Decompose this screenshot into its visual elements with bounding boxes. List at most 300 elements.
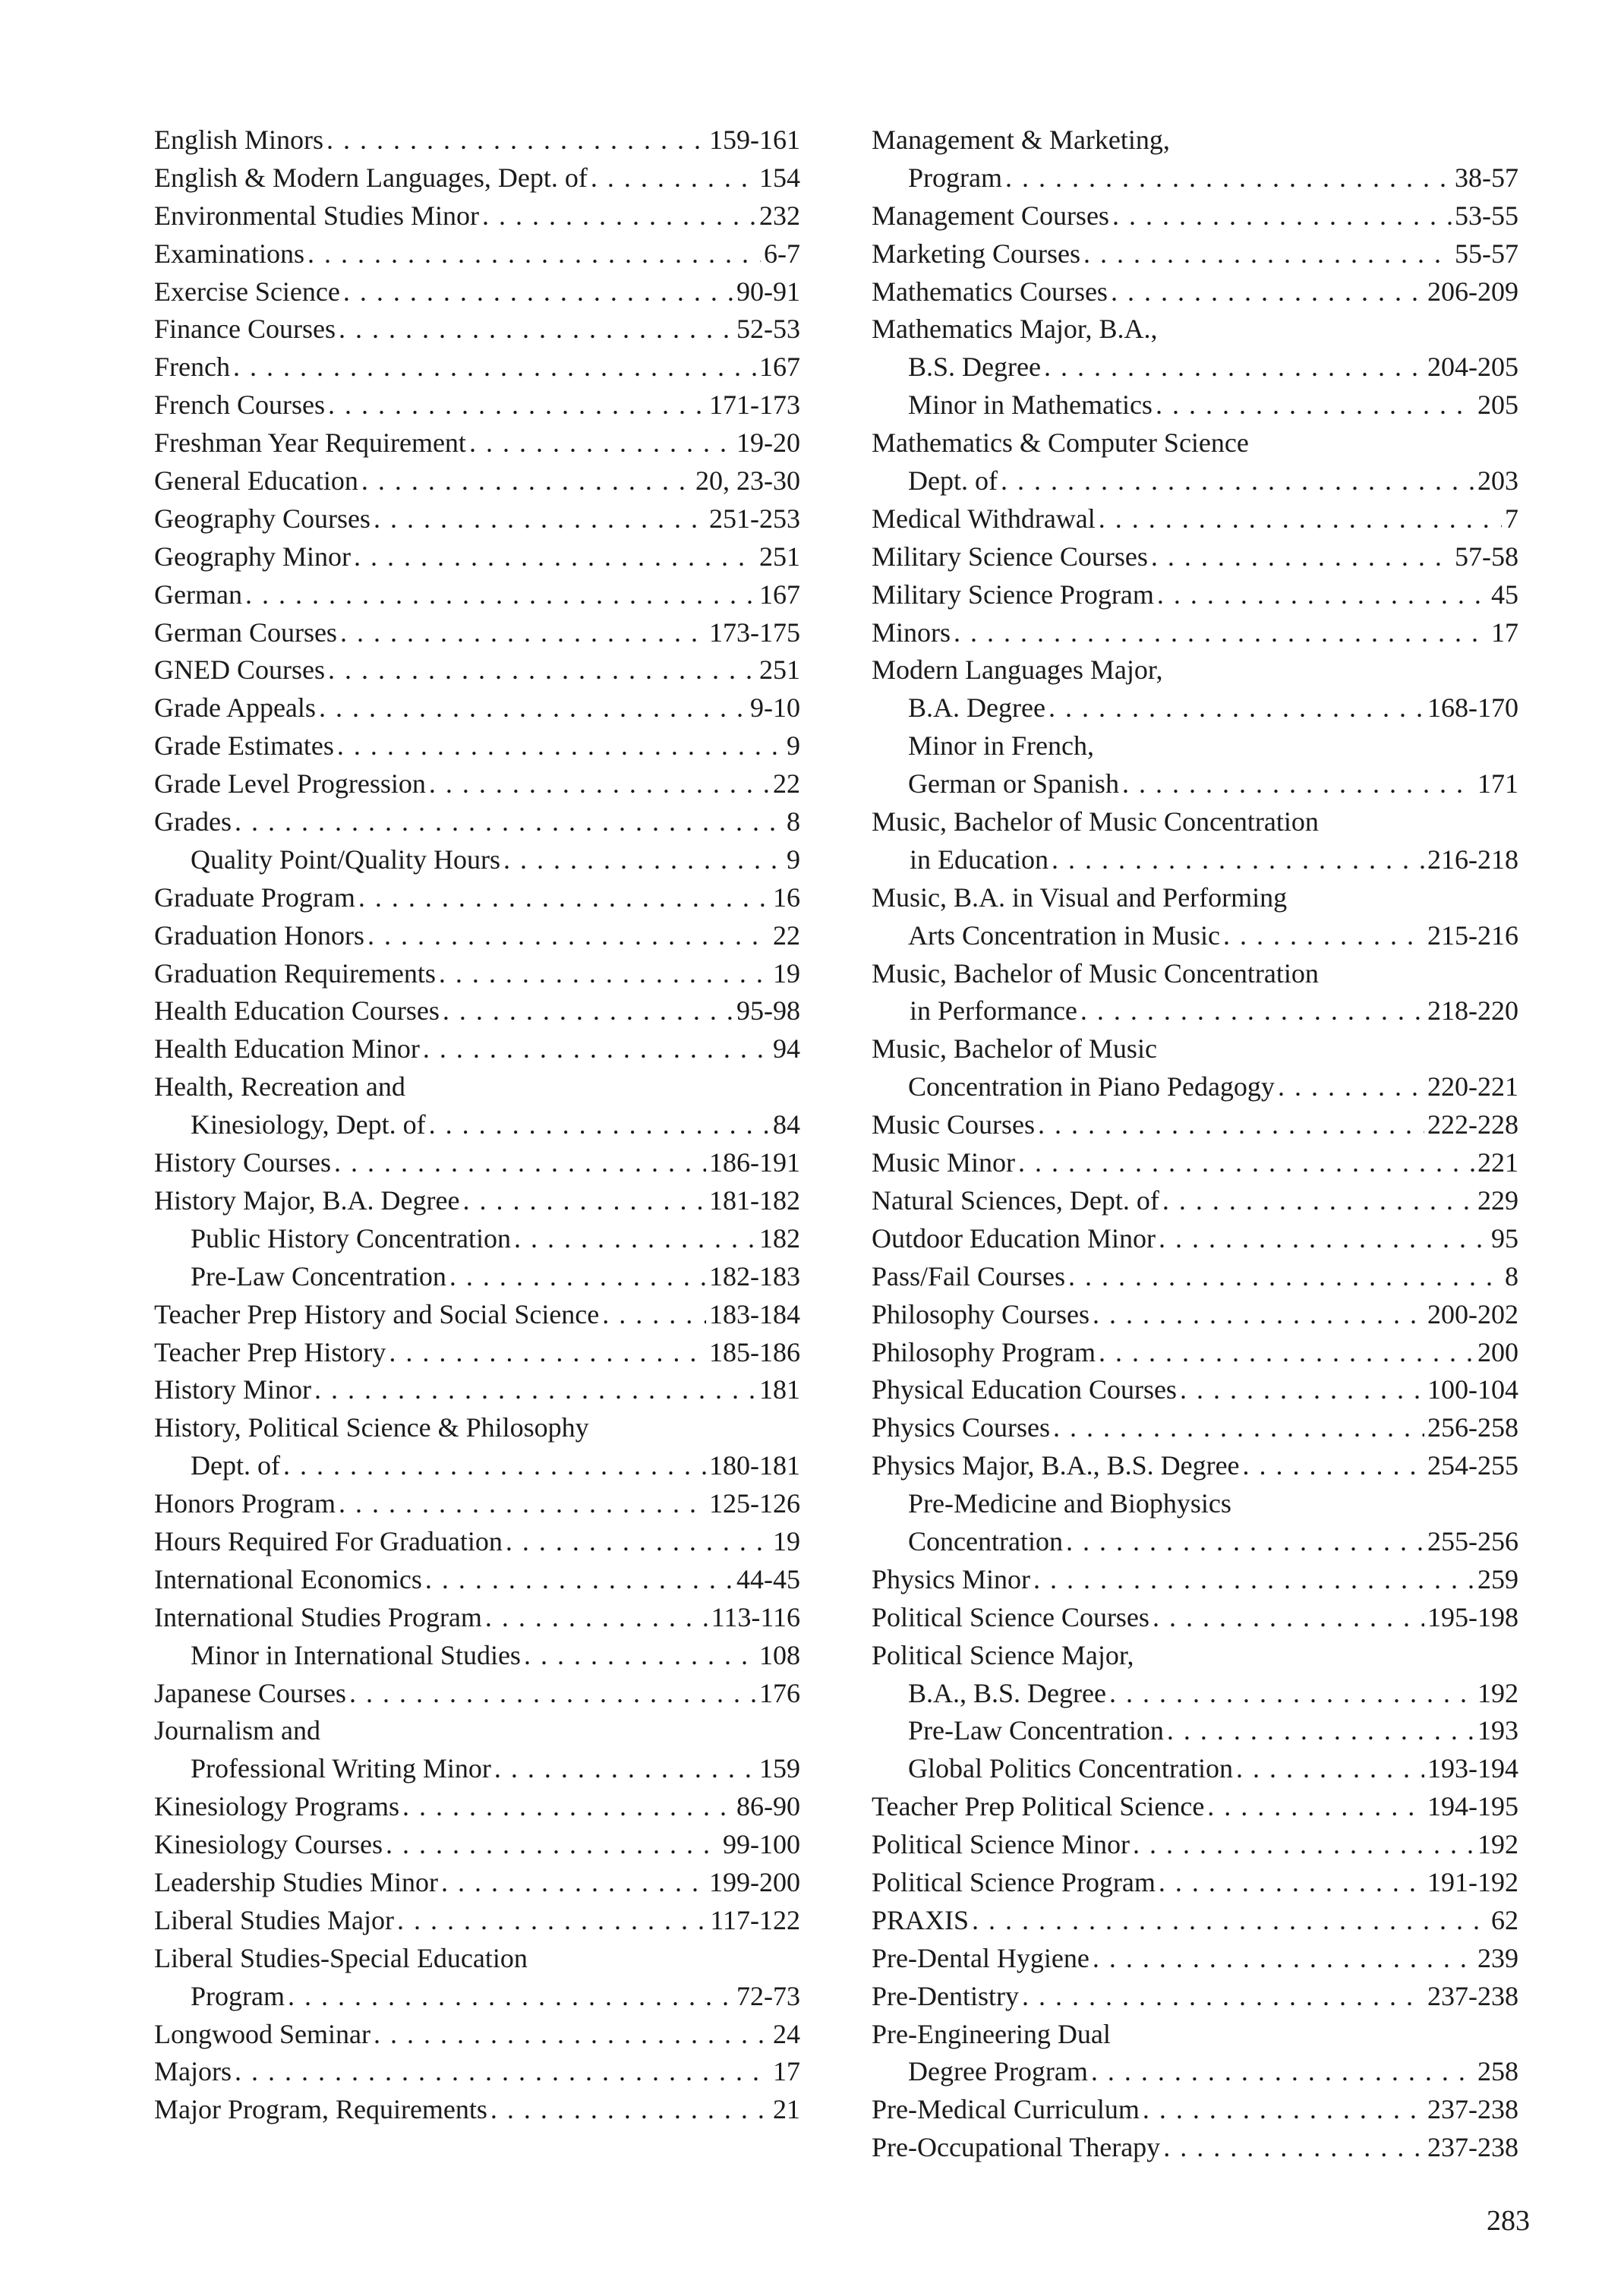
index-entry [872, 1940, 1518, 1978]
index-entry-page-ref: 45 [1491, 579, 1518, 610]
index-entry [872, 689, 1518, 727]
index-entry [872, 955, 1518, 993]
index-entry-label: Physics Major, B.A., B.S. Degree [872, 1450, 1240, 1481]
index-entry-label: Arts Concentration in Music [908, 919, 1220, 951]
dot-leader [319, 689, 747, 727]
index-entry-label: Philosophy Program [872, 1336, 1096, 1367]
dot-leader [1111, 273, 1424, 311]
index-entry-page-ref: 258 [1477, 2056, 1518, 2087]
index-entry-label: Concentration in Piano Pedagogy [908, 1071, 1275, 1102]
index-entry-page-ref: 19-20 [736, 427, 800, 459]
index-entry-page-ref: 17 [1491, 617, 1518, 648]
index-entry-page-ref: 168-170 [1427, 692, 1518, 724]
index-entry-page-ref: 17 [773, 2056, 800, 2087]
index-entry-page-ref: 86-90 [736, 1791, 800, 1822]
dot-leader [1151, 538, 1452, 576]
index-entry-label: General Education [154, 465, 358, 497]
index-entry-label: Kinesiology Courses [154, 1829, 383, 1860]
index-entry-label: Leadership Studies Minor [154, 1866, 438, 1897]
index-entry [154, 614, 800, 652]
index-entry-label: French Courses [154, 390, 325, 421]
index-entry-label: Music Minor [872, 1147, 1015, 1178]
dot-leader [514, 1220, 756, 1258]
index-entry-label: Program [191, 1980, 285, 2011]
dot-leader [389, 1334, 706, 1372]
dot-leader [314, 1371, 756, 1409]
dot-leader [1093, 1940, 1474, 1978]
dot-leader [374, 2016, 770, 2054]
index-entry-label: History Major, B.A. Degree [154, 1184, 460, 1216]
dot-leader [602, 1296, 706, 1334]
index-entry-label: Examinations [154, 238, 304, 269]
index-entry [872, 462, 1518, 500]
dot-leader [1159, 1864, 1424, 1902]
index-entry-label: Pre-Engineering Dual [872, 2018, 1111, 2049]
index-entry [154, 1447, 800, 1485]
index-entry-page-ref: 180-181 [709, 1450, 800, 1481]
index-entry-label: Pass/Fail Courses [872, 1260, 1066, 1292]
index-entry-label: Grade Appeals [154, 692, 316, 724]
dot-leader [1122, 765, 1474, 803]
index-entry-label: Pre-Law Concentration [191, 1260, 446, 1292]
index-entry-page-ref: 16 [773, 882, 800, 913]
index-entry [154, 386, 800, 424]
index-entry [872, 1106, 1518, 1144]
index-entry-label: Military Science Program [872, 579, 1154, 610]
index-entry [154, 1030, 800, 1068]
index-entry-label: Music, Bachelor of Music [872, 1033, 1157, 1064]
index-entry-label: Physics Minor [872, 1563, 1031, 1594]
index-entry [872, 348, 1518, 386]
dot-leader [462, 1182, 706, 1220]
dot-leader [1091, 2053, 1474, 2091]
index-entry [872, 1675, 1518, 1713]
dot-leader [337, 727, 784, 765]
index-entry [154, 651, 800, 689]
dot-leader [1180, 1371, 1424, 1409]
index-entry [154, 2016, 800, 2054]
index-entry-page-ref: 62 [1491, 1904, 1518, 1935]
index-entry-page-ref: 173-175 [709, 617, 800, 648]
index-entry-page-ref: 24 [773, 2018, 800, 2049]
index-entry-label: Honors Program [154, 1488, 336, 1519]
index-entry [872, 2053, 1518, 2091]
index-entry [872, 235, 1518, 273]
index-entry-page-ref: 125-126 [709, 1488, 800, 1519]
index-entry-label: Kinesiology Programs [154, 1791, 399, 1822]
index-entry-page-ref: 22 [773, 919, 800, 951]
dot-leader [328, 386, 706, 424]
index-entry-label: B.S. Degree [908, 352, 1041, 383]
index-entry [154, 500, 800, 538]
index-entry [154, 1788, 800, 1826]
dot-leader [307, 235, 761, 273]
index-entry-page-ref: 6-7 [764, 238, 800, 269]
dot-leader [425, 1561, 733, 1599]
index-entry [872, 1561, 1518, 1599]
index-entry-label: Liberal Studies Major [154, 1904, 394, 1935]
dot-leader [506, 1523, 770, 1561]
index-entry-page-ref: 72-73 [736, 1980, 800, 2011]
dot-leader [283, 1447, 706, 1485]
index-entry [872, 1864, 1518, 1902]
index-entry [154, 1750, 800, 1788]
index-entry-label: Pre-Dental Hygiene [872, 1942, 1089, 1973]
index-entry [872, 1523, 1518, 1561]
index-entry-page-ref: 22 [773, 768, 800, 800]
index-entry-label: Liberal Studies-Special Education [154, 1942, 528, 1973]
dot-leader [374, 500, 706, 538]
index-entry-label: B.A. Degree [908, 692, 1045, 724]
index-entry-page-ref: 191-192 [1427, 1866, 1518, 1897]
index-entry-page-ref: 218-220 [1427, 995, 1518, 1027]
index-entry [872, 2016, 1518, 2054]
dot-leader [1236, 1750, 1424, 1788]
index-entry-label: Professional Writing Minor [191, 1753, 491, 1784]
index-entry-page-ref: 8 [1505, 1260, 1518, 1292]
dot-leader [1157, 576, 1488, 614]
index-entry-label: Exercise Science [154, 276, 340, 307]
index-entry [154, 1068, 800, 1106]
index-entry [154, 273, 800, 311]
index-entry [154, 1296, 800, 1334]
index-entry-page-ref: 185-186 [709, 1336, 800, 1367]
index-entry [154, 2053, 800, 2091]
index-entry-page-ref: 182-183 [709, 1260, 800, 1292]
index-entry [154, 1902, 800, 1940]
index-entry [154, 765, 800, 803]
index-entry-page-ref: 7 [1505, 503, 1518, 534]
index-entry-page-ref: 206-209 [1427, 276, 1518, 307]
index-entry-page-ref: 159 [759, 1753, 800, 1784]
index-entry-page-ref: 183-184 [709, 1298, 800, 1329]
index-entry-label: Political Science Program [872, 1866, 1156, 1897]
index-entry [154, 689, 800, 727]
dot-leader [1167, 1712, 1474, 1750]
index-entry-label: Degree Program [908, 2056, 1088, 2087]
index-entry [154, 1485, 800, 1523]
index-entry [872, 424, 1518, 462]
dot-leader [1005, 159, 1452, 197]
index-entry-label: Pre-Occupational Therapy [872, 2132, 1161, 2163]
index-entry-page-ref: 220-221 [1427, 1071, 1518, 1102]
index-entry-label: Concentration [908, 1525, 1063, 1556]
index-entry-page-ref: 251-253 [709, 503, 800, 534]
index-entry-label: Mathematics & Computer Science [872, 427, 1249, 459]
dot-leader [340, 614, 706, 652]
index-entry-page-ref: 194-195 [1427, 1791, 1518, 1822]
index-entry [154, 348, 800, 386]
index-entry-page-ref: 193 [1477, 1715, 1518, 1746]
index-entry-page-ref: 167 [759, 579, 800, 610]
index-entry [872, 2129, 1518, 2167]
index-entry-page-ref: 195-198 [1427, 1601, 1518, 1632]
index-entry-page-ref: 237-238 [1427, 2132, 1518, 2163]
index-entry-page-ref: 229 [1477, 1184, 1518, 1216]
index-entry [154, 1371, 800, 1409]
index-entry-label: German or Spanish [908, 768, 1119, 800]
index-entry-label: Grade Level Progression [154, 768, 426, 800]
index-entry [872, 1485, 1518, 1523]
index-entry-label: Music Courses [872, 1109, 1035, 1140]
index-entry-page-ref: 95 [1491, 1222, 1518, 1254]
index-entry [154, 917, 800, 955]
dot-leader [1153, 1599, 1424, 1637]
index-entry-page-ref: 181-182 [709, 1184, 800, 1216]
index-entry-page-ref: 154 [759, 162, 800, 193]
index-entry-label: Health Education Courses [154, 995, 440, 1027]
index-entry-page-ref: 9 [787, 844, 800, 875]
index-entry [154, 1523, 800, 1561]
index-entry [154, 1220, 800, 1258]
index-entry-page-ref: 256-258 [1427, 1412, 1518, 1443]
index-entry [872, 651, 1518, 689]
index-entry-label: Program [908, 162, 1002, 193]
index-entry-label: History, Political Science & Philosophy [154, 1412, 589, 1443]
dot-leader [441, 1864, 706, 1902]
index-entry [872, 1030, 1518, 1068]
index-entry-label: Marketing Courses [872, 238, 1080, 269]
index-entry [154, 1864, 800, 1902]
index-entry-page-ref: 8 [787, 806, 800, 837]
dot-leader [1033, 1561, 1474, 1599]
index-entry-page-ref: 9 [787, 730, 800, 762]
index-entry-page-ref: 204-205 [1427, 352, 1518, 383]
dot-leader [349, 1675, 756, 1713]
index-entry-label: Kinesiology, Dept. of [191, 1109, 426, 1140]
dot-leader [326, 121, 706, 159]
index-entry [872, 1599, 1518, 1637]
index-entry-label: Quality Point/Quality Hours [191, 844, 500, 875]
index-entry [872, 500, 1518, 538]
index-entry-label: Pre-Medical Curriculum [872, 2094, 1140, 2125]
index-entry [872, 727, 1518, 765]
index-entry [154, 576, 800, 614]
dot-leader [245, 576, 756, 614]
index-entry [154, 1978, 800, 2016]
index-entry-label: Global Politics Concentration [908, 1753, 1233, 1784]
dot-leader [439, 955, 770, 993]
index-entry [872, 2091, 1518, 2129]
index-entry [872, 1258, 1518, 1296]
index-entry [872, 1826, 1518, 1864]
index-entry-label: Political Science Major, [872, 1639, 1134, 1670]
index-entry-page-ref: 159-161 [709, 125, 800, 155]
index-entry [872, 273, 1518, 311]
index-entry-label: German Courses [154, 617, 337, 648]
dot-leader [1099, 1334, 1474, 1372]
index-entry [872, 841, 1518, 879]
index-entry [872, 121, 1518, 159]
index-entry-page-ref: 193-194 [1427, 1753, 1518, 1784]
index-entry-page-ref: 254-255 [1427, 1450, 1518, 1481]
index-entry [872, 538, 1518, 576]
index-entry-label: Minor in International Studies [191, 1639, 521, 1670]
dot-leader [386, 1826, 720, 1864]
dot-leader [490, 2091, 770, 2129]
dot-leader [423, 1030, 770, 1068]
index-entry-label: Major Program, Requirements [154, 2094, 487, 2125]
dot-leader [288, 1978, 733, 2016]
index-entry-label: English Minors [154, 125, 324, 155]
index-entry-label: Pre-Medicine and Biophysics [908, 1488, 1231, 1519]
index-entry-label: Dept. of [908, 465, 998, 497]
index-entry-page-ref: 216-218 [1427, 844, 1518, 875]
index-entry-label: Minor in Mathematics [908, 390, 1153, 421]
dot-leader [1109, 1675, 1474, 1713]
index-entry [872, 765, 1518, 803]
dot-leader [1018, 1144, 1474, 1182]
index-entry [154, 803, 800, 841]
index-entry [154, 159, 800, 197]
index-entry-label: Physics Courses [872, 1412, 1051, 1443]
dot-leader [485, 1599, 708, 1637]
index-entry-page-ref: 171-173 [709, 390, 800, 421]
index-entry-page-ref: 259 [1477, 1563, 1518, 1594]
index-entry [872, 1182, 1518, 1220]
index-entry-label: PRAXIS [872, 1904, 970, 1935]
index-entry-label: Environmental Studies Minor [154, 200, 479, 231]
dot-leader [334, 1144, 706, 1182]
index-entry-label: Music, Bachelor of Music Concentration [872, 806, 1319, 837]
index-entry-page-ref: 232 [759, 200, 800, 231]
index-entry-label: Outdoor Education Minor [872, 1222, 1156, 1254]
index-entry-page-ref: 251 [759, 654, 800, 686]
index-entry [872, 386, 1518, 424]
index-entry-page-ref: 215-216 [1427, 919, 1518, 951]
index-entry [154, 992, 800, 1030]
index-entry-label: Physical Education Courses [872, 1374, 1177, 1405]
dot-leader [397, 1902, 707, 1940]
index-entry [872, 1334, 1518, 1372]
index-column-left [154, 121, 800, 2129]
index-entry-page-ref: 192 [1477, 1829, 1518, 1860]
dot-leader [1143, 2091, 1424, 2129]
dot-leader [469, 424, 733, 462]
index-entry [872, 1409, 1518, 1447]
index-entry [154, 1637, 800, 1675]
index-entry-label: Mathematics Major, B.A., [872, 314, 1158, 345]
index-entry-page-ref: 20, 23-30 [695, 465, 800, 497]
dot-leader [358, 879, 770, 917]
index-entry [872, 879, 1518, 917]
index-entry-label: in Education [910, 844, 1049, 875]
index-entry-page-ref: 21 [773, 2094, 800, 2125]
dot-leader [1099, 500, 1502, 538]
index-entry-label: International Studies Program [154, 1601, 482, 1632]
dot-leader [429, 1106, 770, 1144]
index-entry-page-ref: 100-104 [1427, 1374, 1518, 1405]
index-entry-label: French [154, 352, 230, 383]
dot-leader [524, 1637, 756, 1675]
index-entry-page-ref: 186-191 [709, 1147, 800, 1178]
index-entry [154, 727, 800, 765]
dot-leader [1243, 1447, 1424, 1485]
index-entry [872, 1978, 1518, 2016]
dot-leader [1001, 462, 1474, 500]
index-entry [154, 1712, 800, 1750]
dot-leader [1083, 235, 1452, 273]
index-entry-page-ref: 95-98 [736, 995, 800, 1027]
dot-leader [354, 538, 756, 576]
index-entry-label: Modern Languages Major, [872, 654, 1163, 686]
index-entry-label: in Performance [910, 995, 1077, 1027]
dot-leader [1133, 1826, 1474, 1864]
dot-leader [449, 1258, 706, 1296]
index-entry-page-ref: 99-100 [723, 1829, 800, 1860]
index-entry [154, 462, 800, 500]
index-entry-label: Graduation Honors [154, 919, 364, 951]
dot-leader [339, 311, 733, 348]
index-entry-page-ref: 182 [759, 1222, 800, 1254]
index-entry [154, 1144, 800, 1182]
index-entry-label: GNED Courses [154, 654, 325, 686]
index-entry-label: Hours Required For Graduation [154, 1525, 503, 1556]
dot-leader [954, 614, 1488, 652]
index-entry-label: Public History Concentration [191, 1222, 511, 1254]
index-entry-label: Political Science Minor [872, 1829, 1130, 1860]
index-entry-label: Music, Bachelor of Music Concentration [872, 957, 1319, 989]
index-entry [154, 2091, 800, 2129]
index-entry-page-ref: 57-58 [1455, 541, 1518, 572]
index-entry [154, 235, 800, 273]
index-entry [154, 1940, 800, 1978]
index-entry [154, 1106, 800, 1144]
index-entry-label: Mathematics Courses [872, 276, 1108, 307]
index-entry [872, 1712, 1518, 1750]
dot-leader [1162, 1182, 1474, 1220]
index-entry-page-ref: 239 [1477, 1942, 1518, 1973]
index-entry-label: Teacher Prep Political Science [872, 1791, 1205, 1822]
index-entry-page-ref: 167 [759, 352, 800, 383]
index-entry-label: Music, B.A. in Visual and Performing [872, 882, 1288, 913]
index-entry-page-ref: 192 [1477, 1677, 1518, 1708]
index-entry [154, 1561, 800, 1599]
index-entry [154, 879, 800, 917]
index-entry-page-ref: 84 [773, 1109, 800, 1140]
dot-leader [503, 841, 784, 879]
dot-leader [1112, 197, 1452, 235]
index-entry-label: Management Courses [872, 200, 1109, 231]
index-entry [872, 1788, 1518, 1826]
index-entry [154, 841, 800, 879]
index-entry-label: Philosophy Courses [872, 1298, 1090, 1329]
index-entry-label: Medical Withdrawal [872, 503, 1096, 534]
index-entry-label: German [154, 579, 242, 610]
dot-leader [328, 651, 756, 689]
index-entry-page-ref: 237-238 [1427, 1980, 1518, 2011]
dot-leader [1223, 917, 1424, 955]
index-entry [154, 538, 800, 576]
index-entry-label: Management & Marketing, [872, 125, 1170, 155]
index-entry-label: Minor in French, [908, 730, 1094, 762]
index-entry [872, 992, 1518, 1030]
index-entry-label: Majors [154, 2056, 232, 2087]
dot-leader [1049, 689, 1424, 727]
index-entry [872, 1447, 1518, 1485]
dot-leader [1207, 1788, 1424, 1826]
index-entry-label: Teacher Prep History and Social Science [154, 1298, 600, 1329]
index-entry-label: Grade Estimates [154, 730, 334, 762]
index-entry-label: Geography Courses [154, 503, 371, 534]
index-entry-page-ref: 19 [773, 1525, 800, 1556]
dot-leader [1044, 348, 1424, 386]
dot-leader [1066, 1523, 1424, 1561]
index-entry [872, 197, 1518, 235]
index-entry-label: International Economics [154, 1563, 422, 1594]
index-entry [872, 1371, 1518, 1409]
index-entry-page-ref: 251 [759, 541, 800, 572]
